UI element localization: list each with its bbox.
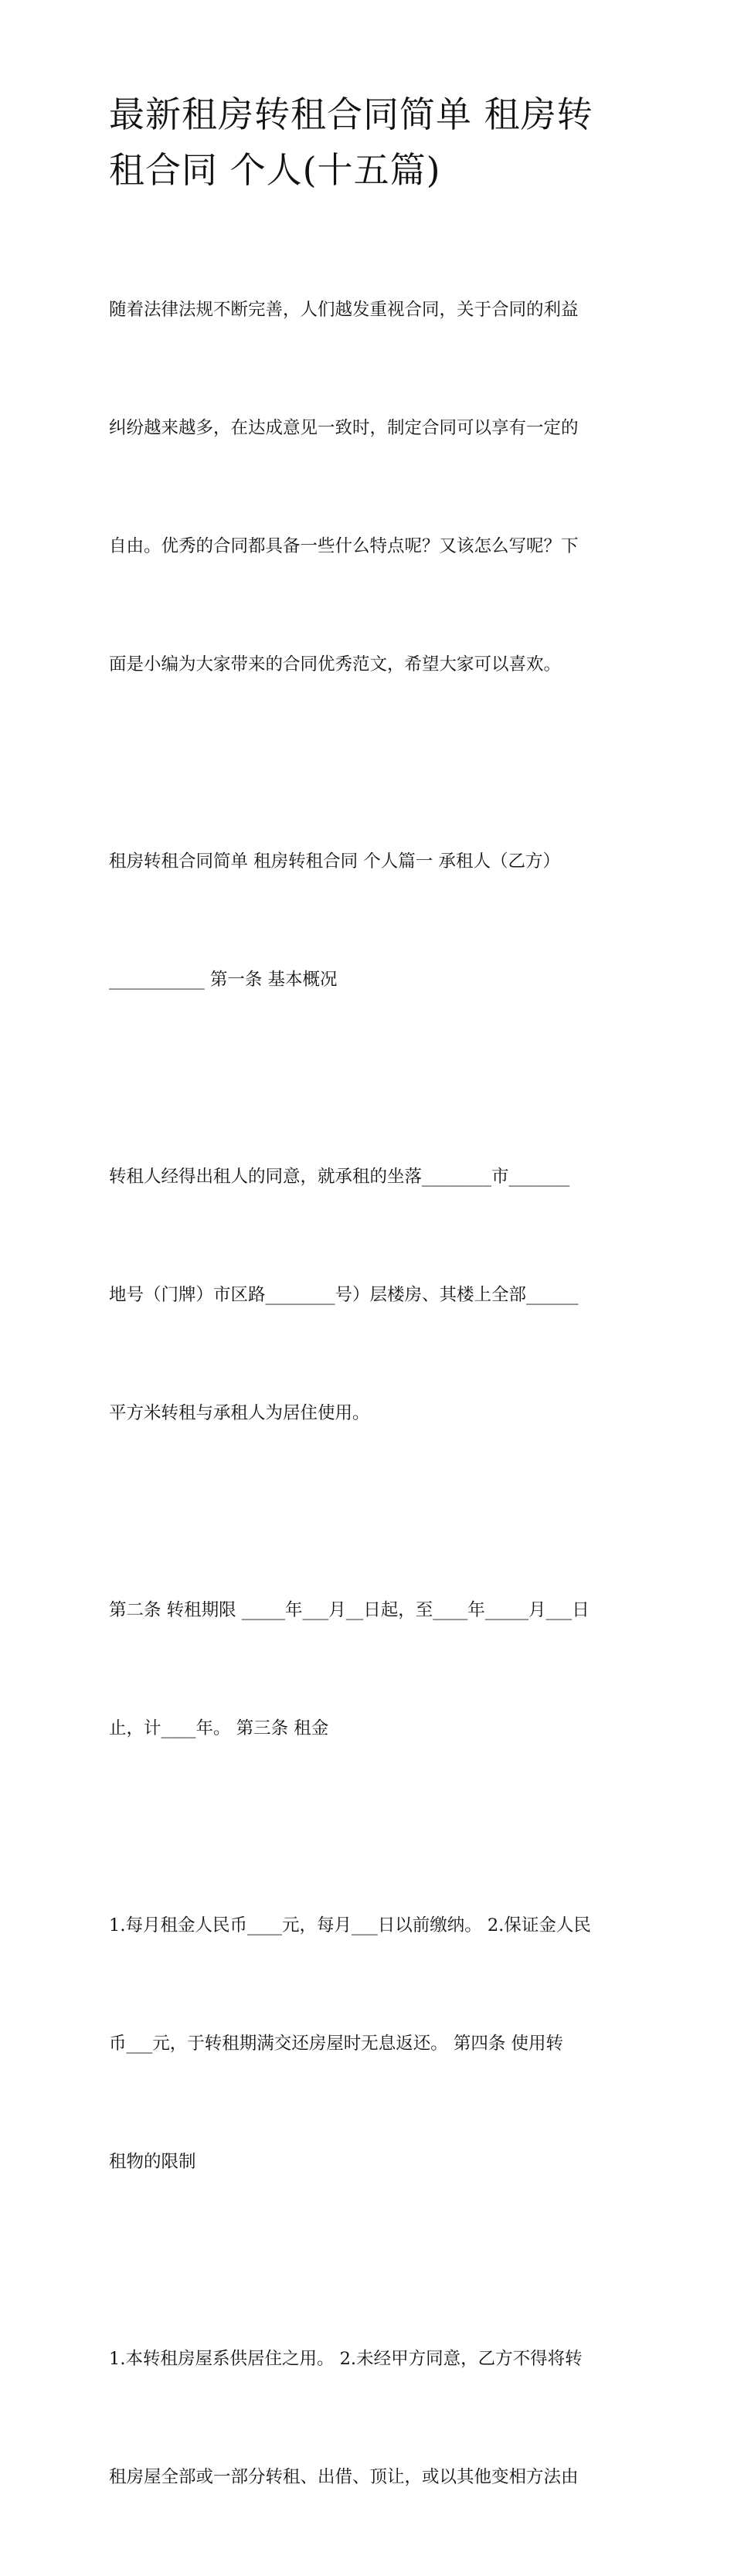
text-line: 币___元，于转租期满交还房屋时无息返还。 第四条 使用转 xyxy=(109,2034,564,2054)
paragraph-article-1 xyxy=(109,1079,629,1512)
title-line-2: 租合同 个人(十五篇) xyxy=(109,149,441,191)
text-line: ___________ 第一条 基本概况 xyxy=(109,970,338,990)
paragraph-intro xyxy=(109,212,629,763)
document-body xyxy=(109,212,629,2576)
text-line: 第二条 转租期限 _____年___月__日起，至____年_____月___日 xyxy=(109,1600,590,1620)
text-line: 转租人经得出租人的同意，就承租的坐落________市_______ xyxy=(109,1167,570,1187)
title-line-1: 最新租房转租合同简单 租房转 xyxy=(109,93,593,135)
paragraph-article-3 xyxy=(109,1827,629,2261)
text-line: 1.本转租房屋系供居住之用。 2.未经甲方同意，乙方不得将转 xyxy=(109,2349,583,2369)
text-line: 自由。优秀的合同都具备一些什么特点呢？又该怎么写呢？下 xyxy=(109,536,579,556)
paragraph-section-header xyxy=(109,763,629,1079)
text-line: 平方米转租与承租人为居住使用。 xyxy=(109,1403,370,1423)
document-title xyxy=(109,87,629,198)
paragraph-article-4 xyxy=(109,2261,629,2576)
text-line: 1.每月租金人民币____元，每月___日以前缴纳。 2.保证金人民 xyxy=(109,1915,591,1935)
text-line: 租房转租合同简单 租房转租合同 个人篇一 承租人（乙方） xyxy=(109,851,560,872)
text-line: 止，计____年。 第三条 租金 xyxy=(109,1718,329,1738)
paragraph-article-2 xyxy=(109,1512,629,1827)
text-line: 面是小编为大家带来的合同优秀范文，希望大家可以喜欢。 xyxy=(109,654,562,675)
text-line: 纠纷越来越多，在达成意见一致时，制定合同可以享有一定的 xyxy=(109,418,579,438)
text-line: 随着法律法规不断完善，人们越发重视合同，关于合同的利益 xyxy=(109,300,579,320)
text-line: 租房屋全部或一部分转租、出借、顶让，或以其他变相方法由 xyxy=(109,2467,579,2487)
text-line: 租物的限制 xyxy=(109,2152,196,2172)
text-line: 地号（门牌）市区路________号）层楼房、其楼上全部______ xyxy=(109,1285,579,1305)
